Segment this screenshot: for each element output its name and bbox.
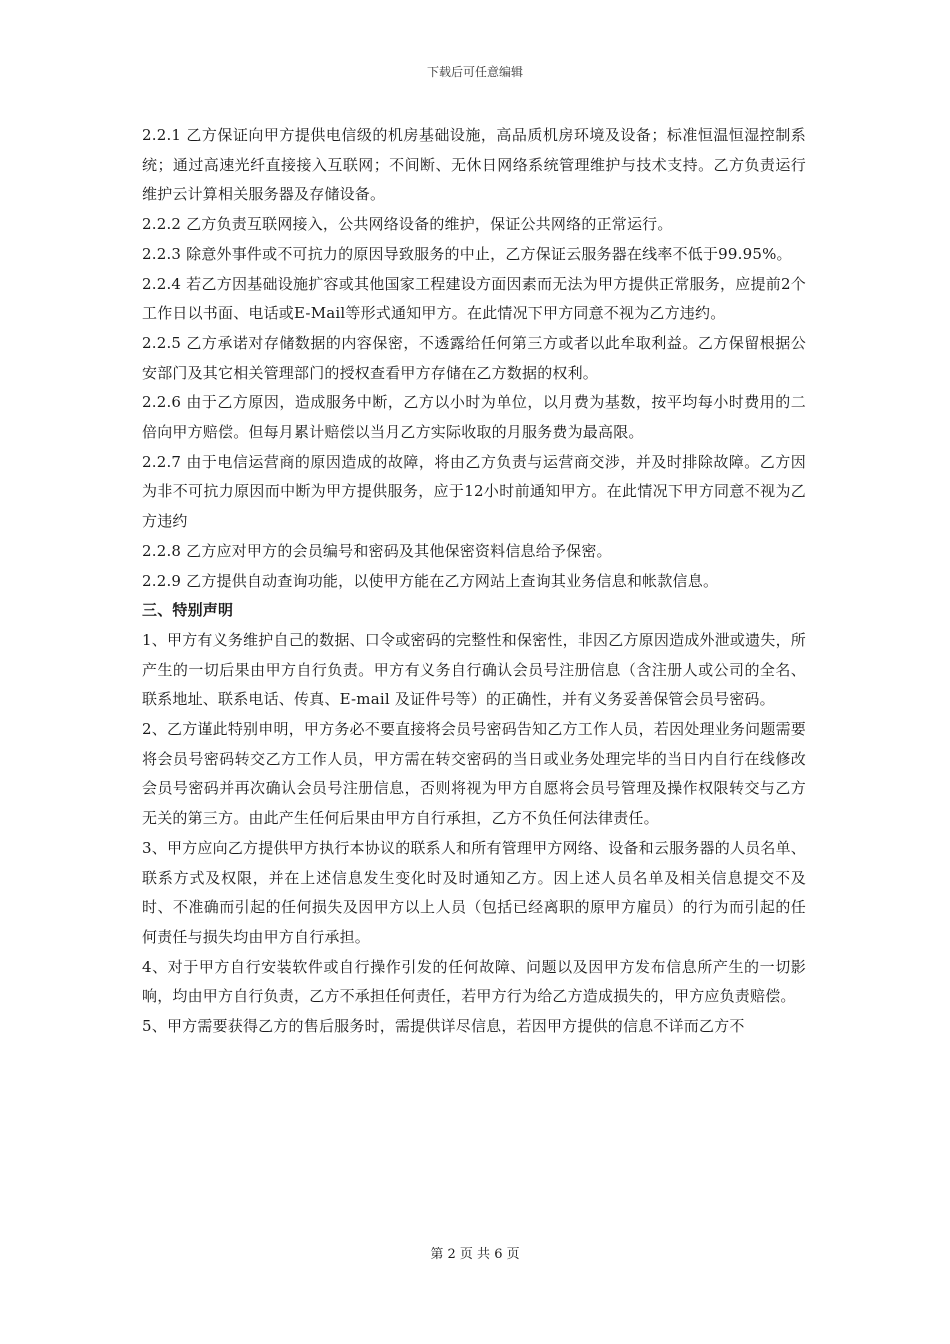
statement-1: 1、甲方有义务维护自己的数据、口令或密码的完整性和保密性，非因乙方原因造成外泄或遗失，所产生的一切后果由甲方自行负责。甲方有义务自行确认会员号注册信息（含注册人或公司的全名、联系地址、联系电话、传真、E-mail 及证件号等）的正确性，并有义务妥善保管会员号密码。 <box>142 630 806 709</box>
clause-2-2-5: 2.2.5 乙方承诺对存储数据的内容保密，不透露给任何第三方或者以此牟取利益。乙方保留根据公安部门及其它相关管理部门的授权查看甲方存储在乙方数据的权利。 <box>142 333 806 382</box>
clause-2-2-4: 2.2.4 若乙方因基础设施扩容或其他国家工程建设方面因素而无法为甲方提供正常服务，应提前2个工作日以书面、电话或E-Mail等形式通知甲方。在此情况下甲方同意不视为乙方违约。 <box>142 274 806 323</box>
page-number: 第 2 页 共 6 页 <box>430 1247 520 1262</box>
clause-2-2-7: 2.2.7 由于电信运营商的原因造成的故障，将由乙方负责与运营商交涉，并及时排除故障。乙方因为非不可抗力原因而中断为甲方提供服务，应于12小时前通知甲方。在此情况下甲方同意不视为乙方违约 <box>142 452 806 531</box>
section-title: 三、特别声明 <box>142 601 234 620</box>
statement-3: 3、甲方应向乙方提供甲方执行本协议的联系人和所有管理甲方网络、设备和云服务器的人员名单、联系方式及权限，并在上述信息发生变化时及时通知乙方。因上述人员名单及相关信息提交不及时、不准确而引起的任何损失及因甲方以上人员（包括已经离职的原甲方雇员）的行为而引起的任何责任与损失均由甲方自行承担。 <box>142 838 806 946</box>
clause-2-2-1: 2.2.1 乙方保证向甲方提供电信级的机房基础设施，高品质机房环境及设备；标准恒温恒湿控制系统；通过高速光纤直接接入互联网；不间断、无休日网络系统管理维护与技术支持。乙方负责运行维护云计算相关服务器及存储设备。 <box>142 126 806 204</box>
clause-2-2-8: 2.2.8 乙方应对甲方的会员编号和密码及其他保密资料信息给予保密。 <box>142 541 612 560</box>
clause-2-2-9: 2.2.9 乙方提供自动查询功能，以使甲方能在乙方网站上查询其业务信息和帐款信息。 <box>142 571 719 590</box>
clause-2-2-6: 2.2.6 由于乙方原因，造成服务中断，乙方以小时为单位，以月费为基数，按平均每小时费用的二倍向甲方赔偿。但每月累计赔偿以当月乙方实际收取的月服务费为最高限。 <box>142 393 806 442</box>
statement-2: 2、乙方谨此特别申明，甲方务必不要直接将会员号密码告知乙方工作人员，若因处理业务问题需要将会员号密码转交乙方工作人员，甲方需在转交密码的当日或业务处理完毕的当日内自行在线修改会员号密码并再次确认会员号注册信息，否则将视为甲方自愿将会员号管理及操作权限转交与乙方无关的第三方。由此产生任何后果由甲方自行承担，乙方不负任何法律责任。 <box>142 720 806 828</box>
document-body <box>142 121 806 1042</box>
statement-5: 5、甲方需要获得乙方的售后服务时，需提供详尽信息，若因甲方提供的信息不详而乙方不 <box>142 1017 745 1036</box>
clause-2-2-3: 2.2.3 除意外事件或不可抗力的原因导致服务的中止，乙方保证云服务器在线率不低于99.95%。 <box>142 244 792 263</box>
page-header: 下载后可任意编辑 <box>426 65 523 79</box>
clause-2-2-2: 2.2.2 乙方负责互联网接入，公共网络设备的维护，保证公共网络的正常运行。 <box>142 215 673 234</box>
statement-4: 4、对于甲方自行安装软件或自行操作引发的任何故障、问题以及因甲方发布信息所产生的一切影响，均由甲方自行负责，乙方不承担任何责任，若甲方行为给乙方造成损失的，甲方应负责赔偿。 <box>142 957 806 1006</box>
